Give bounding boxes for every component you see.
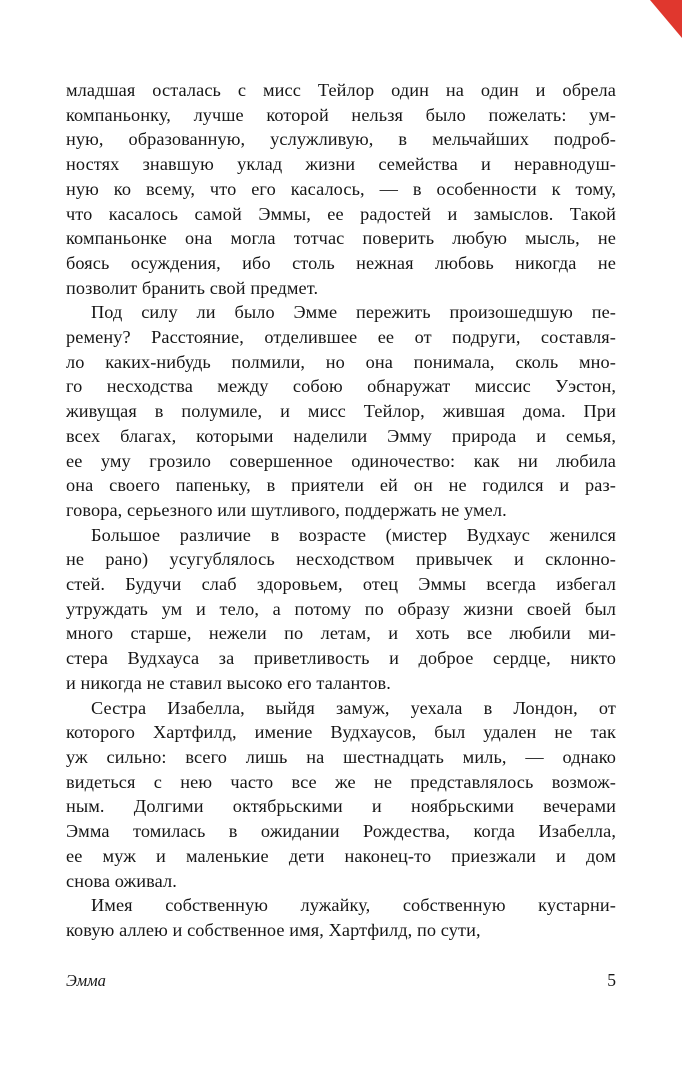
- text-line: боясь осуждения, ибо столь нежная любовь никогда не: [66, 252, 616, 273]
- paragraph: [66, 696, 616, 894]
- text-line: ло каких-нибудь полмили, но она понимала, сколь мно-: [66, 351, 616, 372]
- text-line: ковую аллею и собственное имя, Хартфилд, по сути,: [66, 919, 481, 940]
- text-line: ным. Долгими октябрьскими и ноябрьскими вечерами: [66, 796, 616, 817]
- page-footer: [66, 970, 616, 991]
- text-line: ремену? Расстояние, отделившее ее от подруги, составля-: [66, 327, 616, 348]
- text-line: Эмма томилась в ожидании Рождества, когда Изабелла,: [66, 821, 616, 842]
- text-line: ную, образованную, услужливую, в мельчайших подроб-: [66, 129, 616, 150]
- text-line: видеться с нею часто все же не представлялось возмож-: [66, 771, 616, 792]
- text-line: Большое различие в возрасте (мистер Вудхаус женился: [91, 524, 616, 545]
- text-line: ностях знавшую уклад жизни семейства и неравнодуш-: [66, 154, 616, 175]
- text-line: Имея собственную лужайку, собственную кустарни-: [91, 895, 616, 916]
- text-line: живущая в полумиле, и мисс Тейлор, жившая дома. При: [66, 401, 616, 422]
- text-line: позволит бранить свой предмет.: [66, 277, 319, 298]
- text-line: компаньонке она могла тотчас поверить любую мысль, не: [66, 228, 616, 249]
- paragraph: [66, 300, 616, 522]
- text-line: ее муж и маленькие дети наконец-то приезжали и дом: [66, 845, 616, 866]
- text-line: не рано) усугублялось несходством привычек и склонно-: [66, 549, 616, 570]
- text-line: компаньонку, лучше которой нельзя было пожелать: ум-: [66, 104, 616, 125]
- text-line: утруждать ум и тело, а потому по образу жизни своей был: [66, 598, 616, 619]
- text-line: и никогда не ставил высоко его талантов.: [66, 672, 391, 693]
- footer-page-number: 5: [607, 970, 616, 990]
- paragraph: [66, 78, 616, 300]
- text-line: уж сильно: всего лишь на шестнадцать миль, — однако: [66, 746, 616, 767]
- text-line: всех благах, которыми наделили Эмму природа и семья,: [66, 425, 616, 446]
- text-line: она своего папеньку, в приятели ей он не годился и раз-: [66, 475, 616, 496]
- text-line: снова оживал.: [66, 870, 177, 891]
- text-line: что касалось самой Эммы, ее радостей и замыслов. Такой: [66, 203, 616, 224]
- text-line: го несходства между собою обнаружат миссис Уэстон,: [66, 376, 616, 397]
- footer-book-title: Эмма: [66, 971, 106, 990]
- paragraph: [66, 523, 616, 696]
- text-line: ную ко всему, что его касалось, — в особенности к тому,: [66, 178, 616, 199]
- corner-ribbon: [650, 0, 682, 38]
- text-line: много старше, нежели по летам, и хоть все любили ми-: [66, 623, 616, 644]
- text-line: говора, серьезного или шутливого, поддержать не умел.: [66, 499, 507, 520]
- text-line: младшая осталась с мисс Тейлор один на один и обрела: [66, 80, 616, 100]
- text-line: стей. Будучи слаб здоровьем, отец Эммы всегда избегал: [66, 574, 616, 595]
- text-block: [66, 78, 616, 943]
- text-line: ее уму грозило совершенное одиночество: как ни любила: [66, 450, 616, 471]
- text-line: Сестра Изабелла, выйдя замуж, уехала в Лондон, от: [91, 697, 616, 718]
- text-line: стера Вудхауса за приветливость и доброе сердце, никто: [66, 648, 616, 669]
- paragraph: [66, 893, 616, 942]
- text-line: которого Хартфилд, имение Вудхаусов, был удален не так: [66, 722, 616, 743]
- text-line: Под силу ли было Эмме пережить произошедшую пе-: [91, 302, 616, 323]
